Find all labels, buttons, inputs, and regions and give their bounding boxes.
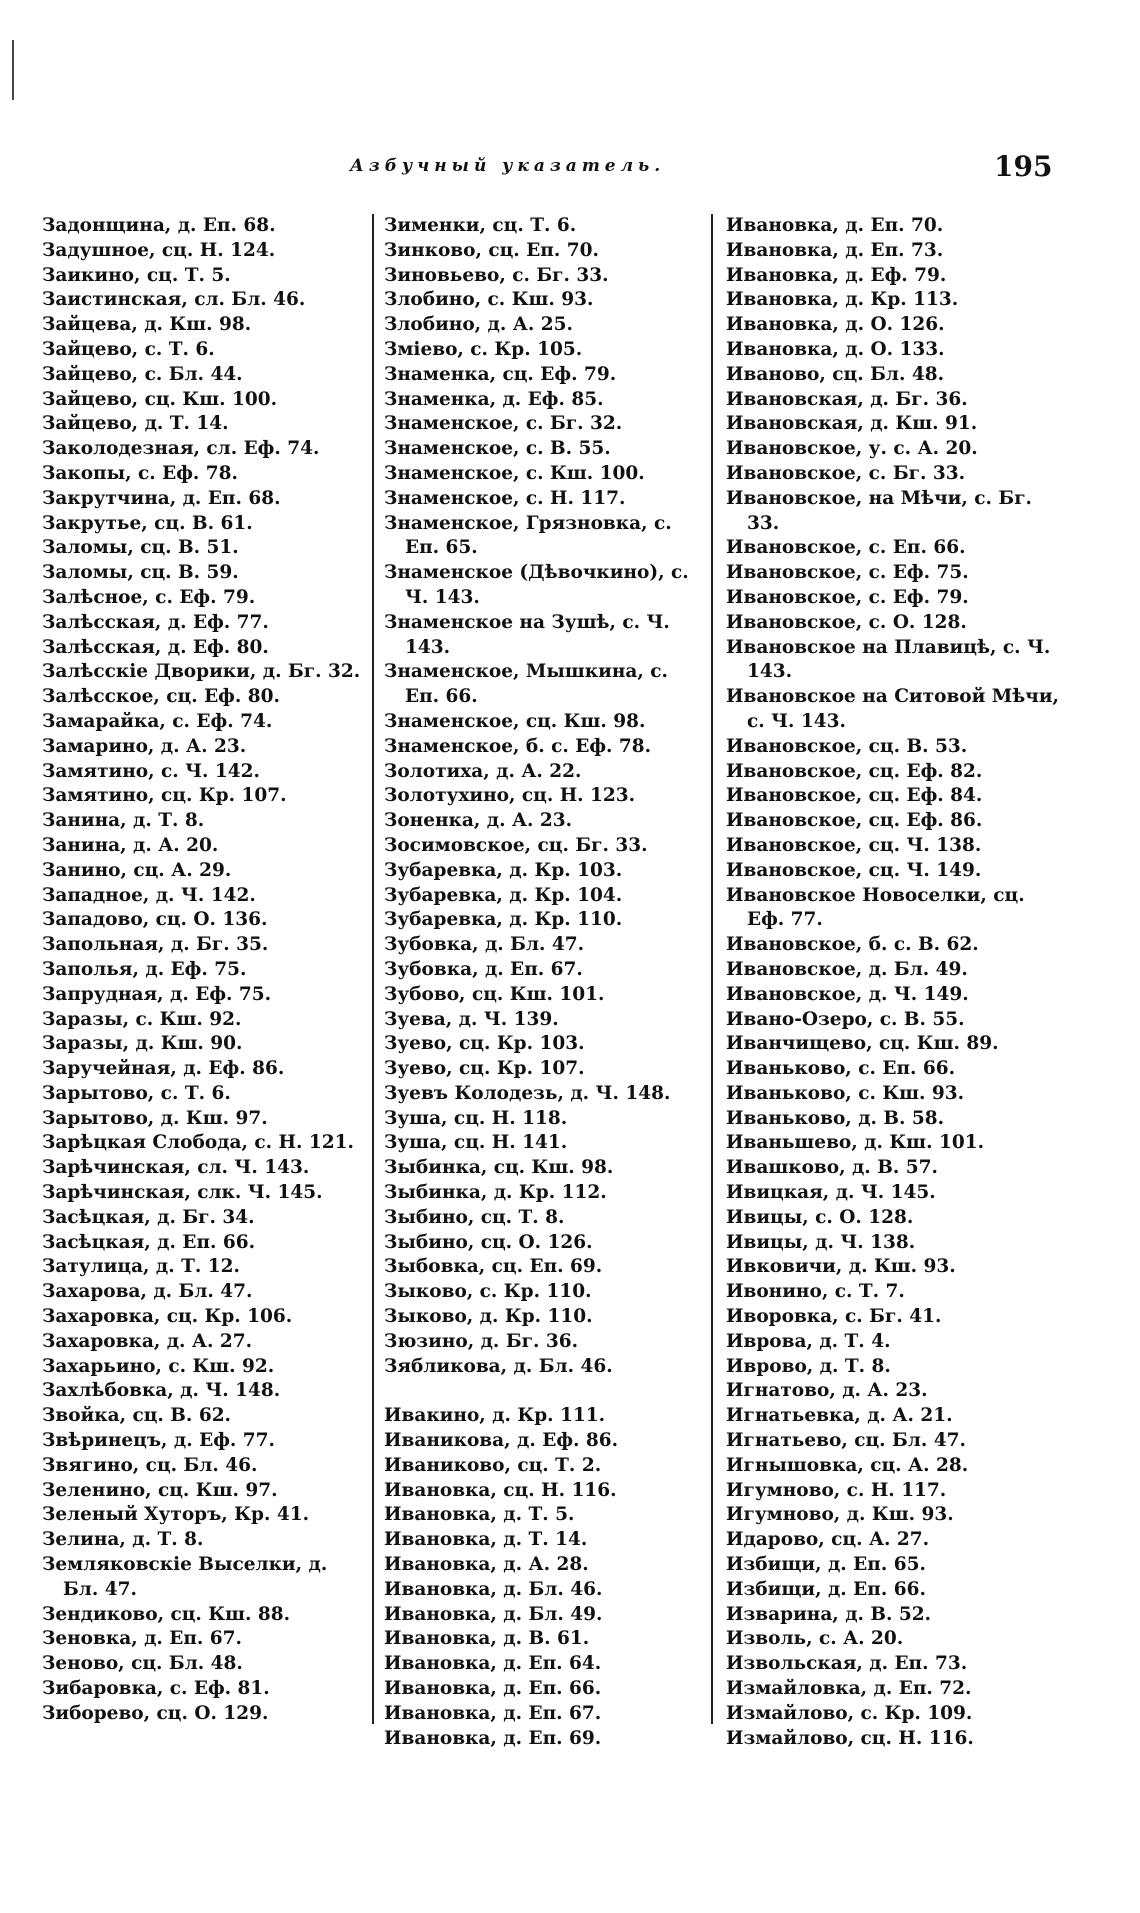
index-entry: Занино, сц. А. 29. (42, 859, 232, 881)
index-entry: Ивковичи, д. Кш. 93. (726, 1256, 956, 1278)
index-entry: Зименки, сц. Т. 6. (384, 215, 577, 236)
index-entry: Зябликова, д. Бл. 46. (384, 1355, 613, 1377)
index-entry: Знаменское, с. Н. 117. (384, 487, 626, 509)
index-entry: Занина, д. А. 20. (42, 834, 219, 856)
index-entry: Игнышовка, сц. А. 28. (726, 1454, 969, 1476)
index-entry: Заразы, д. Кш. 90. (42, 1033, 243, 1055)
index-entry: Замятино, с. Ч. 142. (42, 760, 260, 782)
index-entry: Иваньково, д. В. 58. (726, 1107, 945, 1129)
index-entry: Зуево, сц. Кр. 103. (384, 1033, 585, 1055)
index-entry: Ивановка, сц. Н. 116. (384, 1479, 617, 1501)
index-entry: Ивановка, д. Еф. 79. (726, 264, 947, 286)
index-entry: Ивановское, с. Еф. 75. (726, 562, 969, 584)
index-entry: Залѣсская, д. Еф. 77. (42, 611, 269, 633)
index-entry: Западово, сц. О. 136. (42, 909, 268, 931)
index-entry: Захлѣбовка, д. Ч. 148. (42, 1380, 281, 1402)
index-entry: Зайцево, с. Т. 6. (42, 338, 215, 360)
index-entry: Захарьино, с. Кш. 92. (42, 1355, 275, 1377)
index-entry: Знаменское (Дѣвочкино), с. Ч. 143. (384, 562, 689, 608)
index-entry: Ивановка, д. Бл. 46. (384, 1578, 603, 1600)
index-entry: Зарытово, д. Кш. 97. (42, 1107, 268, 1129)
index-entry: Залѣсское, сц. Еф. 80. (42, 686, 280, 708)
index-entry: Иваньшево, д. Кш. 101. (726, 1132, 985, 1154)
index-entry: Зубаревка, д. Кр. 103. (384, 859, 623, 881)
index-entry: Ивицы, д. Ч. 138. (726, 1231, 916, 1253)
index-entry: Заикино, сц. Т. 5. (42, 264, 231, 286)
index-entry: Знаменка, сц. Еф. 79. (384, 363, 617, 385)
index-entry: Затулица, д. Т. 12. (42, 1256, 240, 1278)
index-entry: Избищи, д. Еп. 66. (726, 1578, 926, 1600)
index-entry: Игумново, с. Н. 117. (726, 1479, 947, 1501)
index-entry: Ивановка, д. Еп. 70. (726, 215, 944, 236)
index-entry: Ивановка, д. Еп. 67. (384, 1702, 602, 1724)
index-entry: Знаменское, Мышкина, с. Еп. 66. (384, 661, 668, 708)
index-entry: Зубаревка, д. Кр. 104. (384, 884, 623, 906)
index-entry: Звойка, сц. В. 62. (42, 1405, 232, 1427)
index-entry: Идарово, сц. А. 27. (726, 1529, 930, 1551)
index-entry: Иванчищево, сц. Кш. 89. (726, 1033, 999, 1055)
index-entry: Иваникова, д. Еф. 86. (384, 1430, 619, 1452)
index-entry: Заломы, сц. В. 59. (42, 562, 239, 584)
index-entry: Ивановка, д. Еп. 66. (384, 1678, 602, 1700)
index-entry: Зуша, сц. Н. 118. (384, 1107, 568, 1129)
index-entry: Зеново, сц. Бл. 48. (42, 1653, 243, 1675)
index-entry: Зарытово, с. Т. 6. (42, 1082, 231, 1104)
index-entry: Змiево, с. Кр. 105. (384, 338, 583, 360)
index-entry: Зоненка, д. А. 23. (384, 810, 573, 832)
index-entry: Ивакино, д. Кр. 111. (384, 1405, 606, 1427)
index-entry: Звягино, сц. Бл. 46. (42, 1454, 258, 1476)
section-spacer (384, 1379, 702, 1404)
index-entry: Ивановское, д. Ч. 149. (726, 983, 969, 1005)
index-entry: Ивановское, с. Бг. 33. (726, 462, 966, 484)
index-entry: Зосимовское, сц. Бг. 33. (384, 834, 648, 856)
index-entry: Зиборево, сц. О. 129. (42, 1702, 269, 1724)
index-entry: Ивановка, д. Еп. 64. (384, 1653, 602, 1675)
index-entry: Ивановское на Ситовой Мѣчи, с. Ч. 143. (726, 686, 1059, 732)
index-entry: Ивановское, д. Бл. 49. (726, 958, 968, 980)
index-entry: Зуша, сц. Н. 141. (384, 1132, 568, 1154)
index-entry: Иворовка, с. Бг. 41. (726, 1306, 942, 1328)
index-entry: Заколодезная, сл. Еф. 74. (42, 438, 320, 460)
index-entry: Зуевъ Колодезь, д. Ч. 148. (384, 1082, 671, 1104)
index-entry: Ивановское Новоселки, сц. Еф. 77. (726, 884, 1025, 931)
index-entry: Ивонино, с. Т. 7. (726, 1281, 905, 1303)
index-entry: Игнатово, д. А. 23. (726, 1380, 928, 1402)
index-entry: Ивановская, д. Кш. 91. (726, 413, 978, 435)
index-entry: Замарайка, с. Еф. 74. (42, 710, 273, 732)
index-entry: Знаменское, с. Кш. 100. (384, 462, 645, 484)
index-entry: Извольская, д. Еп. 73. (726, 1653, 968, 1675)
index-entry: Зубовка, д. Бл. 47. (384, 934, 585, 956)
index-entry: Ивановская, д. Бг. 36. (726, 388, 968, 410)
index-entry: Ивано-Озеро, с. В. 55. (726, 1008, 965, 1030)
index-entry: Задонщина, д. Еп. 68. (42, 215, 276, 236)
index-entry: Ивановское, сц. Еф. 82. (726, 760, 983, 782)
index-entry: Зарѣчинская, сл. Ч. 143. (42, 1157, 310, 1179)
index-entry: Зубово, сц. Кш. 101. (384, 983, 605, 1005)
index-entry: Знаменское, с. В. 55. (384, 438, 611, 460)
index-entry: Избищи, д. Еп. 65. (726, 1554, 926, 1576)
index-entry: Зыбинка, сц. Кш. 98. (384, 1157, 614, 1179)
index-entry: Захарова, д. Бл. 47. (42, 1281, 253, 1303)
margin-rule (12, 40, 14, 100)
index-entry: Ивановское, сц. В. 53. (726, 735, 968, 757)
index-entry: Зайцево, д. Т. 14. (42, 413, 229, 435)
index-entry: Зыбино, сц. О. 126. (384, 1231, 593, 1253)
index-entry: Зеленино, сц. Кш. 97. (42, 1479, 278, 1501)
index-entry: Знаменское, Грязновка, с. Еп. 65. (384, 512, 672, 559)
index-entry: Зелина, д. Т. 8. (42, 1529, 204, 1551)
index-entry: Игнатьевка, д. А. 21. (726, 1405, 953, 1427)
index-entry: Золотиха, д. А. 22. (384, 760, 582, 782)
index-entry: Занина, д. Т. 8. (42, 810, 205, 832)
index-entry: Зуева, д. Ч. 139. (384, 1008, 559, 1030)
index-entry: Ивановка, д. Т. 5. (384, 1504, 575, 1526)
index-entry: Ивановка, д. О. 126. (726, 314, 945, 336)
index-entry: Иваньково, с. Кш. 93. (726, 1082, 965, 1104)
index-entry: Игумново, д. Кш. 93. (726, 1504, 954, 1526)
index-entry: Запрудная, д. Еф. 75. (42, 983, 272, 1005)
index-column-2 (384, 214, 702, 1751)
index-entry: Захаровка, сц. Кр. 106. (42, 1306, 293, 1328)
index-entry: Зыково, д. Кр. 110. (384, 1306, 593, 1328)
index-entry: Зинково, сц. Еп. 70. (384, 239, 599, 261)
index-entry: Задушное, сц. Н. 124. (42, 239, 276, 261)
index-entry: Зеленый Хуторъ, Кр. 41. (42, 1504, 310, 1526)
index-columns (0, 214, 1140, 1749)
index-entry: Западное, д. Ч. 142. (42, 884, 256, 906)
index-entry: Знаменское, б. с. Еф. 78. (384, 735, 652, 757)
index-entry: Засѣцкая, д. Бг. 34. (42, 1206, 255, 1228)
index-entry: Ивицкая, д. Ч. 145. (726, 1182, 936, 1204)
index-entry: Звѣринецъ, д. Еф. 77. (42, 1430, 275, 1452)
index-entry: Замятино, сц. Кр. 107. (42, 785, 287, 807)
index-entry: Зарѣцкая Слобода, с. Н. 121. (42, 1132, 354, 1154)
index-entry: Зендиково, сц. Кш. 88. (42, 1603, 291, 1625)
index-entry: Измайловка, д. Еп. 72. (726, 1678, 972, 1700)
column-divider (711, 214, 713, 1724)
index-entry: Измайлово, сц. Н. 116. (726, 1727, 974, 1749)
index-entry: Зайцево, с. Бл. 44. (42, 363, 243, 385)
index-entry: Ивановское, сц. Ч. 138. (726, 834, 982, 856)
index-entry: Ивановка, д. Т. 14. (384, 1529, 588, 1551)
index-entry: Зарѣчинская, слк. Ч. 145. (42, 1182, 323, 1204)
index-entry: Изварина, д. В. 52. (726, 1603, 932, 1625)
index-entry: Изволь, с. А. 20. (726, 1628, 904, 1650)
index-entry: Ивановка, д. Бл. 49. (384, 1603, 603, 1625)
index-entry: Заполья, д. Еф. 75. (42, 958, 247, 980)
column-divider (372, 214, 374, 1724)
index-entry: Заистинская, сл. Бл. 46. (42, 289, 306, 311)
index-entry: Злобино, д. А. 25. (384, 314, 573, 336)
index-entry: Иваньково, с. Еп. 66. (726, 1058, 956, 1080)
index-entry: Ивановка, д. Еп. 73. (726, 239, 944, 261)
index-entry: Злобино, с. Кш. 93. (384, 289, 594, 311)
index-entry: Иврово, д. Т. 8. (726, 1355, 891, 1377)
index-entry: Зубаревка, д. Кр. 110. (384, 909, 623, 931)
index-entry: Ивицы, с. О. 128. (726, 1206, 914, 1228)
index-entry: Зиновьево, с. Бг. 33. (384, 264, 609, 286)
index-entry: Зюзино, д. Бг. 36. (384, 1330, 579, 1352)
index-entry: Ивановка, д. О. 133. (726, 338, 945, 360)
index-entry: Знаменское, с. Бг. 32. (384, 413, 623, 435)
index-entry: Запольная, д. Бг. 35. (42, 934, 269, 956)
index-entry: Земляковскіе Выселки, д. Бл. 47. (42, 1554, 328, 1600)
index-entry: Иваново, сц. Бл. 48. (726, 363, 945, 385)
index-entry: Закопы, с. Еф. 78. (42, 462, 238, 484)
index-column-1 (42, 214, 362, 1727)
page-header (0, 150, 1140, 190)
index-entry: Ивановское, на Мѣчи, с. Бг. 33. (726, 487, 1032, 534)
index-entry: Зыбовка, сц. Еп. 69. (384, 1256, 603, 1278)
index-entry: Ивановка, д. В. 61. (384, 1628, 590, 1650)
index-entry: Залѣсскіе Дворики, д. Бг. 32. (42, 661, 361, 683)
index-entry: Зайцево, сц. Кш. 100. (42, 388, 278, 410)
page-number: 195 (994, 150, 1053, 183)
index-entry: Засѣцкая, д. Еп. 66. (42, 1231, 256, 1253)
index-entry: Ивановское, сц. Еф. 84. (726, 785, 983, 807)
index-entry: Зыбино, сц. Т. 8. (384, 1206, 565, 1228)
index-entry: Ивановское, с. О. 128. (726, 611, 967, 633)
running-head: Азбучный указатель. (350, 156, 666, 176)
index-entry: Зайцева, д. Кш. 98. (42, 314, 252, 336)
index-entry: Золотухино, сц. Н. 123. (384, 785, 636, 807)
index-entry: Закрутье, сц. В. 61. (42, 512, 253, 534)
index-entry: Иврова, д. Т. 4. (726, 1330, 891, 1352)
index-entry: Ивановское, с. Еп. 66. (726, 537, 966, 559)
index-entry: Ивановское, сц. Еф. 86. (726, 810, 983, 832)
index-entry: Знаменка, д. Еф. 85. (384, 388, 604, 410)
index-entry: Знаменское на Зушѣ, с. Ч. 143. (384, 611, 670, 658)
index-entry: Заломы, сц. В. 51. (42, 537, 239, 559)
index-entry: Зеновка, д. Еп. 67. (42, 1628, 242, 1650)
index-entry: Замарино, д. А. 23. (42, 735, 247, 757)
index-entry: Залѣсное, с. Еф. 79. (42, 586, 256, 608)
index-entry: Игнатьево, сц. Бл. 47. (726, 1430, 966, 1452)
index-entry: Заразы, с. Кш. 92. (42, 1008, 242, 1030)
index-entry: Ивановка, д. Еп. 69. (384, 1727, 602, 1749)
index-column-3 (726, 214, 1066, 1751)
index-entry: Знаменское, сц. Кш. 98. (384, 710, 646, 732)
index-entry: Ивановка, д. А. 28. (384, 1554, 589, 1576)
index-entry: Зыково, с. Кр. 110. (384, 1281, 592, 1303)
index-entry: Закрутчина, д. Еп. 68. (42, 487, 281, 509)
index-entry: Зуево, сц. Кр. 107. (384, 1058, 585, 1080)
index-entry: Ивановка, д. Кр. 113. (726, 289, 959, 311)
index-entry: Ивановское на Плавицѣ, с. Ч. 143. (726, 636, 1051, 683)
index-entry: Захаровка, д. А. 27. (42, 1330, 253, 1352)
index-entry: Ивановское, у. с. А. 20. (726, 438, 978, 460)
index-entry: Иваниково, сц. Т. 2. (384, 1454, 602, 1476)
index-entry: Зибаровка, с. Еф. 81. (42, 1678, 270, 1700)
index-entry: Зыбинка, д. Кр. 112. (384, 1182, 607, 1204)
index-entry: Измайлово, с. Кр. 109. (726, 1702, 973, 1724)
index-entry: Ивановское, б. с. В. 62. (726, 934, 979, 956)
index-entry: Ивашково, д. В. 57. (726, 1157, 938, 1179)
index-entry: Заручейная, д. Еф. 86. (42, 1058, 285, 1080)
index-entry: Залѣсская, д. Еф. 80. (42, 636, 269, 658)
index-entry: Ивановское, с. Еф. 79. (726, 586, 969, 608)
index-entry: Зубовка, д. Еп. 67. (384, 958, 583, 980)
index-entry: Ивановское, сц. Ч. 149. (726, 859, 982, 881)
